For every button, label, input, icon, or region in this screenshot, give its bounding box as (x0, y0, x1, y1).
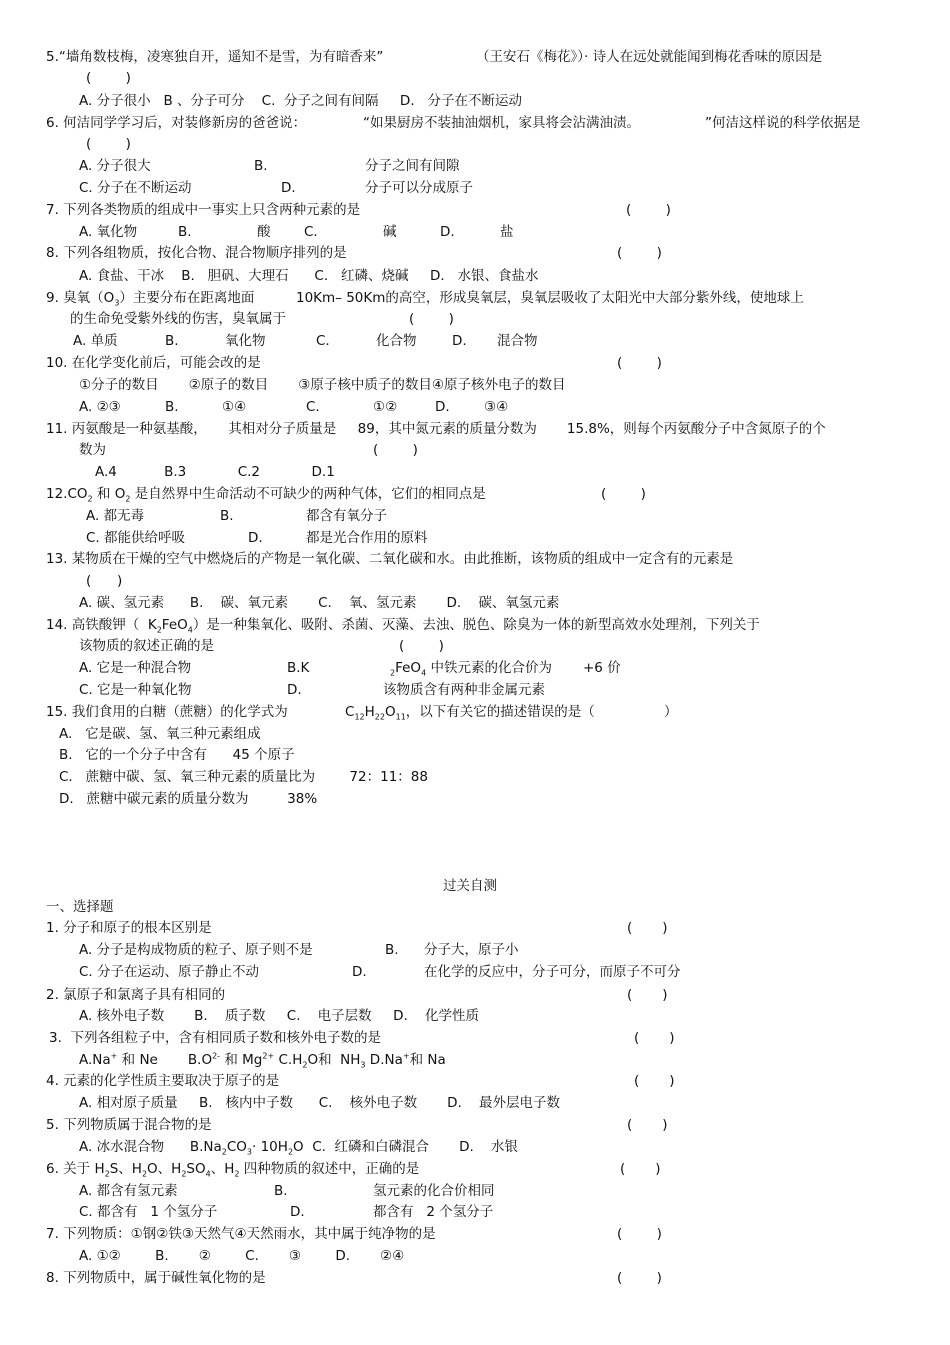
q9-line1-mid: ）主要分布在距离地面 (119, 290, 255, 306)
q15-c-sub: 12 (354, 712, 365, 722)
q14-line1-tail: ）是一种集氧化、吸附、杀菌、灭藻、去浊、脱色、除臭为一体的新型高效水处理剂，下列关于 (192, 617, 760, 633)
q9-option-b: 氧化物 (225, 333, 266, 349)
q14-option-b-value: +6 价 (583, 660, 621, 676)
q6-option-c: C. 分子在不断运动 (79, 180, 192, 196)
t5-a-sub: 2 (221, 1147, 227, 1157)
t6-s2: 2 (141, 1169, 148, 1179)
q5-answer-blank[interactable]: ( ) (86, 70, 131, 86)
q7-answer-blank[interactable]: ( ) (626, 202, 671, 218)
t3-stem: 3. 下列各组粒子中，含有相同质子数和核外电子数的是 (49, 1030, 381, 1046)
q15-line1-tail: ，以下有关它的描述错误的是（ (405, 704, 595, 720)
q6-option-b: 分子之间有间隙 (365, 158, 460, 174)
t5-b-sub: 3 (246, 1147, 253, 1157)
q14-feo: FeO (161, 617, 188, 633)
q6-tail: ”何洁这样说的科学依据是 (705, 115, 861, 131)
t6-p2: S、H (109, 1161, 142, 1177)
q14-line2: 该物质的叙述正确的是 (79, 638, 214, 654)
q15-option-c: C. 蔗糖中碳、氢、氧三种元素的质量比为 72：11：88 (59, 769, 428, 785)
q13-answer-blank[interactable]: ( ) (86, 573, 123, 589)
t1-option-b-label: B. (385, 942, 399, 958)
t6-option-b-label: B. (274, 1183, 288, 1199)
t7-stem: 7. 下列物质：①钢②铁③天然气④天然雨水，其中属于纯净物的是 (46, 1226, 436, 1242)
q11-answer-blank[interactable]: ( ) (373, 442, 418, 458)
q10-option-c: ①② (373, 399, 398, 415)
t6-option-d-label: D. (290, 1204, 305, 1220)
q10-option-a: A. ②③ (79, 399, 121, 415)
t1-option-d: 在化学的反应中，分子可分，而原子不可分 (424, 964, 681, 980)
q9-option-d-label: D. (452, 333, 467, 349)
q5-source: （王安石《梅花》）· 诗人在远处就能闻到梅花香味的原因是 (476, 49, 823, 65)
t6-p3: O、H (147, 1161, 182, 1177)
q7-option-a: A. 氧化物 (79, 224, 138, 240)
q12-line1 (46, 486, 486, 502)
q14-option-d-label: D. (287, 682, 302, 698)
q14-k-sub: 2 (156, 625, 162, 635)
q15-o: O (384, 704, 396, 720)
t5-c-sub: 2 (287, 1147, 294, 1157)
q14-b-sub2: 4 (421, 668, 427, 678)
t4-answer-blank[interactable]: ( ) (634, 1073, 675, 1089)
t7-options: A. ①② B. ② C. ③ D. ②④ (79, 1248, 405, 1264)
q6-option-b-label: B. (254, 158, 268, 174)
q9-line2: 的生命免受紫外线的伤害，臭氧属于 (70, 311, 286, 327)
q14-o-sub: 4 (187, 625, 193, 635)
q7-stem: 7. 下列各类物质的组成中一事实上只含两种元素的是 (46, 202, 361, 218)
q5-options: A. 分子很小 B 、分子可分 C. 分子之间有间隔 D. 分子在不断运动 (79, 93, 522, 109)
t3-b2: 和 Mg (220, 1052, 263, 1068)
t4-options: A. 相对原子质量 B. 核内中子数 C. 核外电子数 D. 最外层电子数 (79, 1095, 560, 1111)
q14-option-b-label (287, 660, 309, 676)
t8-answer-blank[interactable]: ( ) (617, 1270, 662, 1286)
t1-option-a: A. 分子是构成物质的粒子、原子则不是 (79, 942, 313, 958)
q5-stem: 5.“墙角数枝梅，凌寒独自开，遥知不是雪，为有暗香来” (46, 49, 384, 65)
section-title: 过关自测 (443, 878, 497, 894)
q10-stem: 10. 在化学变化前后，可能会改的是 (46, 355, 261, 371)
t3-b-sup2: 2+ (262, 1051, 275, 1061)
q7-option-c: 碱 (383, 224, 397, 240)
q11-line1: 11. 丙氨酸是一种氨基酸， 其相对分子质量是 89，其中氮元素的质量分数为 15.8%，则每个丙氨酸分子中含氮原子的个 (46, 421, 826, 437)
t6-p5: 、H (210, 1161, 235, 1177)
q6-quote: “如果厨房不装抽油烟机，家具将会沾满油渍。 (363, 115, 640, 131)
q12-option-d-label: D. (248, 530, 263, 546)
t3-a-sup: + (110, 1051, 118, 1061)
q10-option-d-label: D. (435, 399, 450, 415)
q14-b-k: B.K (287, 660, 310, 676)
t3-c2: O和 NH (307, 1052, 361, 1068)
t6-option-b: 氢元素的化合价相同 (373, 1183, 495, 1199)
q14-b-tail: 中铁元素的化合价为 (426, 660, 552, 676)
t1-option-c: C. 分子在运动、原子静止不动 (79, 964, 260, 980)
q9-option-a: A. 单质 (73, 333, 118, 349)
q10-answer-blank[interactable]: ( ) (617, 355, 662, 371)
q8-options: A. 食盐、干冰 B. 胆矾、大理石 C. 红磷、烧碱 D. 水银、食盐水 (79, 268, 539, 284)
q10-option-b-label: B. (165, 399, 179, 415)
t3-a1: A.Na (79, 1052, 111, 1068)
q14-line1 (46, 617, 760, 633)
q12-answer-blank[interactable]: ( ) (601, 486, 646, 502)
q6-stem: 6. 何洁同学学习后，对装修新房的爸爸说： (46, 115, 307, 131)
t3-c1: C.H (274, 1052, 303, 1068)
t5-a: A. 冰水混合物 B.Na (79, 1139, 222, 1155)
q14-option-d: 该物质含有两种非金属元素 (383, 682, 545, 698)
t3-answer-blank[interactable]: ( ) (634, 1030, 675, 1046)
t6-option-a: A. 都含有氢元素 (79, 1183, 178, 1199)
q9-option-b-label: B. (165, 333, 179, 349)
q15-answer-blank[interactable]: ） (664, 704, 678, 720)
q13-stem: 13. 某物质在干燥的空气中燃烧后的产物是一氧化碳、二氧化碳和水。由此推断，该物质的组成中一定含有的元素是 (46, 551, 734, 567)
t3-b-sup: 2- (212, 1051, 221, 1061)
t6-p1: 6. 关于 H (46, 1161, 105, 1177)
t3-d1: D.Na (365, 1052, 403, 1068)
q13-options: A. 碳、氢元素 B. 碳、氧元素 C. 氧、氢元素 D. 碳、氧氢元素 (79, 595, 560, 611)
t2-answer-blank[interactable]: ( ) (627, 987, 668, 1003)
q15-option-a: A. 它是碳、氢、氧三种元素组成 (59, 726, 261, 742)
t1-answer-blank[interactable]: ( ) (627, 920, 668, 936)
t6-p6: 四种物质的叙述中，正确的是 (239, 1161, 420, 1177)
q12-o2: 和 O (92, 486, 126, 502)
q9-option-c-label: C. (316, 333, 330, 349)
q15-line1 (46, 704, 288, 720)
q15-h: H (364, 704, 375, 720)
q15-o-sub: 11 (395, 712, 406, 722)
q8-stem: 8. 下列各组物质，按化合物、混合物顺序排列的是 (46, 245, 347, 261)
q6-option-d-label: D. (281, 180, 296, 196)
q9-formula-sub: 3 (114, 298, 120, 308)
q15-formula (345, 704, 595, 720)
q10-option-b: ①④ (222, 399, 247, 415)
q7-option-c-label: C. (304, 224, 318, 240)
q12-co2-sub: 2 (87, 494, 93, 504)
t3-d-sup: + (402, 1051, 410, 1061)
q15-c: C (345, 704, 355, 720)
t6-s1: 2 (104, 1169, 110, 1179)
q14-b-sub: 2 (390, 668, 396, 678)
t6-stem (46, 1161, 419, 1177)
t2-stem: 2. 氯原子和氯离子具有相同的 (46, 987, 226, 1003)
q11-line2: 数为 (79, 442, 106, 458)
q9-answer-blank[interactable]: ( ) (409, 311, 454, 327)
q12-option-b: 都含有氧分子 (306, 508, 387, 524)
t6-s3: 2 (181, 1169, 187, 1179)
t3-a2: 和 Ne B.O (117, 1052, 213, 1068)
q12-option-b-label: B. (220, 508, 234, 524)
q12-option-c: C. 都能供给呼吸 (86, 530, 186, 546)
q6-answer-blank[interactable]: ( ) (86, 136, 131, 152)
q14-line1-prefix: 14. 高铁酸钾（ K (46, 617, 157, 633)
t5-answer-blank[interactable]: ( ) (627, 1117, 668, 1133)
t1-stem: 1. 分子和原子的根本区别是 (46, 920, 212, 936)
t5-d: O C. 红磷和白磷混合 D. 水银 (293, 1139, 518, 1155)
q9-line1-c: 10Km– 50Km的高空，形成臭氧层，臭氧层吸收了太阳光中大部分紫外线，使地球上 (296, 290, 804, 306)
q10-option-d: ③④ (484, 399, 509, 415)
q9-formula: O (103, 290, 115, 306)
q7-option-d: 盐 (500, 224, 514, 240)
q15-h-sub: 22 (374, 712, 385, 722)
t5-c: · 10H (252, 1139, 288, 1155)
q10-option-c-label: C. (306, 399, 320, 415)
q12-option-d: 都是光合作用的原料 (306, 530, 428, 546)
t6-s4: 4 (205, 1169, 211, 1179)
q7-option-d-label: D. (440, 224, 455, 240)
q14-answer-blank[interactable]: ( ) (399, 638, 444, 654)
t3-options (79, 1052, 446, 1068)
q9-line1-prefix: 9. 臭氧（ (46, 290, 104, 306)
q6-option-d: 分子可以分成原子 (365, 180, 473, 196)
q10-items: ①分子的数目 ②原子的数目 ③原子核中质子的数目④原子核外电子的数目 (79, 377, 566, 393)
t6-s5: 2 (234, 1169, 240, 1179)
q11-options: A.4 B.3 C.2 D.1 (95, 464, 335, 480)
t3-c-sub2: 3 (360, 1060, 366, 1070)
q7-option-b: 酸 (257, 224, 271, 240)
t8-stem: 8. 下列物质中，属于碱性氧化物的是 (46, 1270, 266, 1286)
t5-stem: 5. 下列物质属于混合物的是 (46, 1117, 212, 1133)
t3-d2: 和 Na (409, 1052, 446, 1068)
q14-option-b (390, 660, 552, 676)
t1-option-b: 分子大，原子小 (424, 942, 519, 958)
q12-line1-tail: 是自然界中生命活动不可缺少的两种气体，它们的相同点是 (130, 486, 486, 502)
q14-option-a: A. 它是一种混合物 (79, 660, 192, 676)
t5-options (79, 1139, 518, 1155)
q14-option-c: C. 它是一种氧化物 (79, 682, 192, 698)
q14-b-feo: FeO (395, 660, 422, 676)
q7-option-b-label: B. (178, 224, 192, 240)
q12-option-a: A. 都无毒 (86, 508, 145, 524)
q9-line1-a (46, 290, 254, 306)
q9-option-d: 混合物 (497, 333, 538, 349)
q6-option-a: A. 分子很大 (79, 158, 151, 174)
t7-answer-blank[interactable]: ( ) (617, 1226, 662, 1242)
t3-c-sub: 2 (302, 1060, 308, 1070)
t6-p4: SO (186, 1161, 206, 1177)
q15-option-b: B. 它的一个分子中含有 45 个原子 (59, 747, 295, 763)
t6-answer-blank[interactable]: ( ) (620, 1161, 661, 1177)
q12-co2: 12.CO (46, 486, 88, 502)
q9-option-c: 化合物 (376, 333, 417, 349)
t2-options: A. 核外电子数 B. 质子数 C. 电子层数 D. 化学性质 (79, 1008, 479, 1024)
t1-option-d-label: D. (352, 964, 367, 980)
t4-stem: 4. 元素的化学性质主要取决于原子的是 (46, 1073, 280, 1089)
t5-b: CO (226, 1139, 247, 1155)
t6-option-d: 都含有 2 个氢分子 (373, 1204, 494, 1220)
section-heading: 一、选择题 (46, 899, 114, 915)
q15-line1-prefix: 15. 我们食用的白糖（蔗糖）的化学式为 (46, 704, 288, 720)
q12-o2-sub: 2 (125, 494, 131, 504)
q8-answer-blank[interactable]: ( ) (617, 245, 662, 261)
q15-option-d: D. 蔗糖中碳元素的质量分数为 38% (59, 791, 318, 807)
t6-option-c: C. 都含有 1 个氢分子 (79, 1204, 218, 1220)
